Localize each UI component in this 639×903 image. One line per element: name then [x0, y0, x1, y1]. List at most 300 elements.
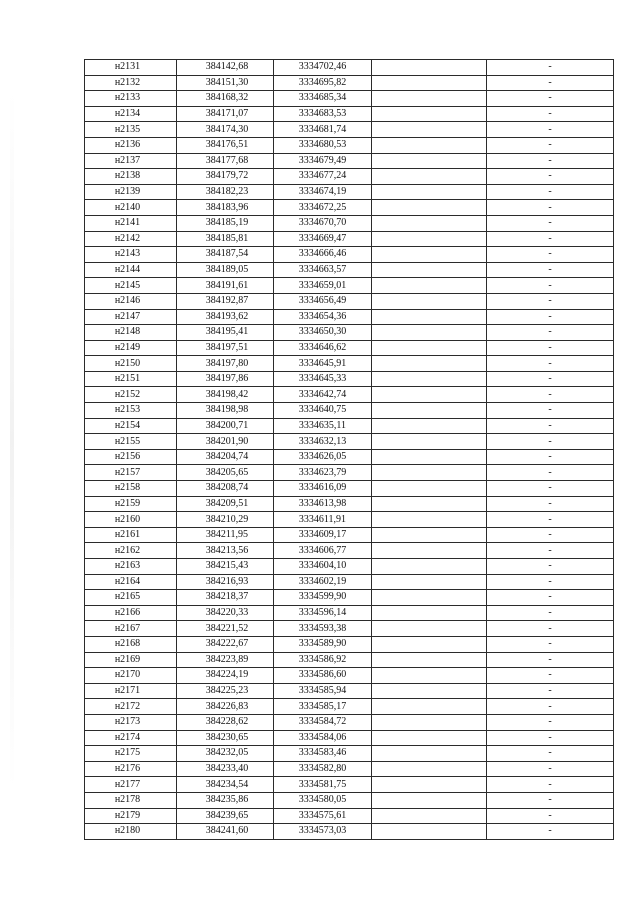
x-coordinate-cell: 384197,80	[177, 356, 274, 372]
empty-cell	[372, 153, 487, 169]
point-id-cell: н2138	[85, 169, 177, 185]
empty-cell	[372, 543, 487, 559]
y-coordinate-cell: 3334640,75	[274, 403, 372, 419]
note-cell: -	[487, 434, 614, 450]
note-cell: -	[487, 574, 614, 590]
table-row	[85, 605, 614, 621]
table-row	[85, 699, 614, 715]
empty-cell	[372, 387, 487, 403]
point-id-cell: н2160	[85, 512, 177, 528]
x-coordinate-cell: 384176,51	[177, 137, 274, 153]
table-row	[85, 746, 614, 762]
point-id-cell: н2151	[85, 371, 177, 387]
x-coordinate-cell: 384187,54	[177, 247, 274, 263]
note-cell: -	[487, 371, 614, 387]
y-coordinate-cell: 3334602,19	[274, 574, 372, 590]
x-coordinate-cell: 384171,07	[177, 106, 274, 122]
y-coordinate-cell: 3334659,01	[274, 278, 372, 294]
note-cell: -	[487, 278, 614, 294]
empty-cell	[372, 293, 487, 309]
empty-cell	[372, 325, 487, 341]
point-id-cell: н2150	[85, 356, 177, 372]
point-id-cell: н2171	[85, 683, 177, 699]
note-cell: -	[487, 730, 614, 746]
x-coordinate-cell: 384198,98	[177, 403, 274, 419]
note-cell: -	[487, 247, 614, 263]
note-cell: -	[487, 356, 614, 372]
empty-cell	[372, 683, 487, 699]
x-coordinate-cell: 384228,62	[177, 714, 274, 730]
table-row	[85, 262, 614, 278]
empty-cell	[372, 481, 487, 497]
x-coordinate-cell: 384200,71	[177, 418, 274, 434]
y-coordinate-cell: 3334670,70	[274, 215, 372, 231]
point-id-cell: н2131	[85, 60, 177, 76]
x-coordinate-cell: 384211,95	[177, 527, 274, 543]
table-row	[85, 106, 614, 122]
empty-cell	[372, 730, 487, 746]
note-cell: -	[487, 231, 614, 247]
point-id-cell: н2169	[85, 652, 177, 668]
x-coordinate-cell: 384185,19	[177, 215, 274, 231]
table-row	[85, 652, 614, 668]
y-coordinate-cell: 3334606,77	[274, 543, 372, 559]
table-row	[85, 559, 614, 575]
point-id-cell: н2140	[85, 200, 177, 216]
note-cell: -	[487, 668, 614, 684]
table-row	[85, 590, 614, 606]
table-row	[85, 824, 614, 840]
table-row	[85, 668, 614, 684]
empty-cell	[372, 122, 487, 138]
y-coordinate-cell: 3334596,14	[274, 605, 372, 621]
empty-cell	[372, 824, 487, 840]
note-cell: -	[487, 387, 614, 403]
table-row	[85, 512, 614, 528]
empty-cell	[372, 60, 487, 76]
point-id-cell: н2154	[85, 418, 177, 434]
point-id-cell: н2180	[85, 824, 177, 840]
y-coordinate-cell: 3334695,82	[274, 75, 372, 91]
y-coordinate-cell: 3334616,09	[274, 481, 372, 497]
y-coordinate-cell: 3334646,62	[274, 340, 372, 356]
point-id-cell: н2161	[85, 527, 177, 543]
x-coordinate-cell: 384230,65	[177, 730, 274, 746]
x-coordinate-cell: 384220,33	[177, 605, 274, 621]
note-cell: -	[487, 683, 614, 699]
empty-cell	[372, 137, 487, 153]
note-cell: -	[487, 621, 614, 637]
table-row	[85, 434, 614, 450]
point-id-cell: н2156	[85, 449, 177, 465]
note-cell: -	[487, 590, 614, 606]
empty-cell	[372, 403, 487, 419]
note-cell: -	[487, 808, 614, 824]
empty-cell	[372, 215, 487, 231]
x-coordinate-cell: 384191,61	[177, 278, 274, 294]
table-row	[85, 387, 614, 403]
point-id-cell: н2173	[85, 714, 177, 730]
y-coordinate-cell: 3334599,90	[274, 590, 372, 606]
note-cell: -	[487, 215, 614, 231]
note-cell: -	[487, 465, 614, 481]
y-coordinate-cell: 3334626,05	[274, 449, 372, 465]
x-coordinate-cell: 384222,67	[177, 636, 274, 652]
empty-cell	[372, 309, 487, 325]
x-coordinate-cell: 384204,74	[177, 449, 274, 465]
note-cell: -	[487, 200, 614, 216]
table-row	[85, 714, 614, 730]
point-id-cell: н2176	[85, 761, 177, 777]
x-coordinate-cell: 384201,90	[177, 434, 274, 450]
point-id-cell: н2165	[85, 590, 177, 606]
y-coordinate-cell: 3334583,46	[274, 746, 372, 762]
point-id-cell: н2135	[85, 122, 177, 138]
table-row	[85, 371, 614, 387]
empty-cell	[372, 496, 487, 512]
empty-cell	[372, 808, 487, 824]
x-coordinate-cell: 384216,93	[177, 574, 274, 590]
y-coordinate-cell: 3334645,33	[274, 371, 372, 387]
table-row	[85, 683, 614, 699]
point-id-cell: н2142	[85, 231, 177, 247]
point-id-cell: н2166	[85, 605, 177, 621]
point-id-cell: н2134	[85, 106, 177, 122]
note-cell: -	[487, 340, 614, 356]
table-row	[85, 808, 614, 824]
y-coordinate-cell: 3334635,11	[274, 418, 372, 434]
scan-margin-shading	[10, 90, 14, 790]
y-coordinate-cell: 3334584,72	[274, 714, 372, 730]
y-coordinate-cell: 3334672,25	[274, 200, 372, 216]
x-coordinate-cell: 384205,65	[177, 465, 274, 481]
y-coordinate-cell: 3334650,30	[274, 325, 372, 341]
x-coordinate-cell: 384189,05	[177, 262, 274, 278]
table-row	[85, 636, 614, 652]
empty-cell	[372, 559, 487, 575]
empty-cell	[372, 91, 487, 107]
point-id-cell: н2144	[85, 262, 177, 278]
empty-cell	[372, 434, 487, 450]
x-coordinate-cell: 384197,51	[177, 340, 274, 356]
y-coordinate-cell: 3334584,06	[274, 730, 372, 746]
x-coordinate-cell: 384232,05	[177, 746, 274, 762]
note-cell: -	[487, 153, 614, 169]
y-coordinate-cell: 3334573,03	[274, 824, 372, 840]
empty-cell	[372, 449, 487, 465]
table-row	[85, 184, 614, 200]
y-coordinate-cell: 3334702,46	[274, 60, 372, 76]
empty-cell	[372, 247, 487, 263]
x-coordinate-cell: 384142,68	[177, 60, 274, 76]
x-coordinate-cell: 384183,96	[177, 200, 274, 216]
note-cell: -	[487, 418, 614, 434]
table-row	[85, 215, 614, 231]
x-coordinate-cell: 384151,30	[177, 75, 274, 91]
point-id-cell: н2157	[85, 465, 177, 481]
table-row	[85, 153, 614, 169]
empty-cell	[372, 621, 487, 637]
y-coordinate-cell: 3334663,57	[274, 262, 372, 278]
x-coordinate-cell: 384235,86	[177, 792, 274, 808]
table-row	[85, 449, 614, 465]
point-id-cell: н2168	[85, 636, 177, 652]
note-cell: -	[487, 403, 614, 419]
x-coordinate-cell: 384223,89	[177, 652, 274, 668]
x-coordinate-cell: 384226,83	[177, 699, 274, 715]
y-coordinate-cell: 3334609,17	[274, 527, 372, 543]
empty-cell	[372, 200, 487, 216]
note-cell: -	[487, 184, 614, 200]
table-row	[85, 293, 614, 309]
point-id-cell: н2159	[85, 496, 177, 512]
empty-cell	[372, 699, 487, 715]
x-coordinate-cell: 384177,68	[177, 153, 274, 169]
note-cell: -	[487, 777, 614, 793]
y-coordinate-cell: 3334604,10	[274, 559, 372, 575]
table-row	[85, 231, 614, 247]
empty-cell	[372, 356, 487, 372]
x-coordinate-cell: 384215,43	[177, 559, 274, 575]
empty-cell	[372, 761, 487, 777]
y-coordinate-cell: 3334589,90	[274, 636, 372, 652]
y-coordinate-cell: 3334582,80	[274, 761, 372, 777]
y-coordinate-cell: 3334586,92	[274, 652, 372, 668]
note-cell: -	[487, 605, 614, 621]
note-cell: -	[487, 636, 614, 652]
x-coordinate-cell: 384221,52	[177, 621, 274, 637]
y-coordinate-cell: 3334581,75	[274, 777, 372, 793]
x-coordinate-cell: 384241,60	[177, 824, 274, 840]
x-coordinate-cell: 384182,23	[177, 184, 274, 200]
note-cell: -	[487, 699, 614, 715]
empty-cell	[372, 340, 487, 356]
point-id-cell: н2149	[85, 340, 177, 356]
x-coordinate-cell: 384224,19	[177, 668, 274, 684]
y-coordinate-cell: 3334679,49	[274, 153, 372, 169]
y-coordinate-cell: 3334685,34	[274, 91, 372, 107]
y-coordinate-cell: 3334585,17	[274, 699, 372, 715]
empty-cell	[372, 590, 487, 606]
point-id-cell: н2178	[85, 792, 177, 808]
table-row	[85, 761, 614, 777]
note-cell: -	[487, 137, 614, 153]
x-coordinate-cell: 384179,72	[177, 169, 274, 185]
note-cell: -	[487, 91, 614, 107]
point-id-cell: н2172	[85, 699, 177, 715]
point-id-cell: н2174	[85, 730, 177, 746]
point-id-cell: н2132	[85, 75, 177, 91]
note-cell: -	[487, 75, 614, 91]
note-cell: -	[487, 293, 614, 309]
note-cell: -	[487, 543, 614, 559]
note-cell: -	[487, 527, 614, 543]
table-row	[85, 91, 614, 107]
point-id-cell: н2153	[85, 403, 177, 419]
table-row	[85, 340, 614, 356]
y-coordinate-cell: 3334632,13	[274, 434, 372, 450]
y-coordinate-cell: 3334680,53	[274, 137, 372, 153]
point-id-cell: н2146	[85, 293, 177, 309]
y-coordinate-cell: 3334645,91	[274, 356, 372, 372]
y-coordinate-cell: 3334683,53	[274, 106, 372, 122]
table-row	[85, 496, 614, 512]
x-coordinate-cell: 384198,42	[177, 387, 274, 403]
y-coordinate-cell: 3334666,46	[274, 247, 372, 263]
empty-cell	[372, 371, 487, 387]
table-row	[85, 527, 614, 543]
point-id-cell: н2158	[85, 481, 177, 497]
table-row	[85, 356, 614, 372]
point-id-cell: н2137	[85, 153, 177, 169]
empty-cell	[372, 777, 487, 793]
empty-cell	[372, 746, 487, 762]
y-coordinate-cell: 3334593,38	[274, 621, 372, 637]
y-coordinate-cell: 3334642,74	[274, 387, 372, 403]
table-row	[85, 247, 614, 263]
note-cell: -	[487, 449, 614, 465]
point-id-cell: н2164	[85, 574, 177, 590]
point-id-cell: н2147	[85, 309, 177, 325]
x-coordinate-cell: 384210,29	[177, 512, 274, 528]
empty-cell	[372, 418, 487, 434]
point-id-cell: н2162	[85, 543, 177, 559]
table-row	[85, 122, 614, 138]
point-id-cell: н2148	[85, 325, 177, 341]
y-coordinate-cell: 3334656,49	[274, 293, 372, 309]
coordinates-table	[84, 59, 614, 840]
empty-cell	[372, 465, 487, 481]
x-coordinate-cell: 384233,40	[177, 761, 274, 777]
table-row	[85, 792, 614, 808]
x-coordinate-cell: 384209,51	[177, 496, 274, 512]
note-cell: -	[487, 106, 614, 122]
table-row	[85, 574, 614, 590]
y-coordinate-cell: 3334586,60	[274, 668, 372, 684]
empty-cell	[372, 652, 487, 668]
point-id-cell: н2152	[85, 387, 177, 403]
table-row	[85, 543, 614, 559]
empty-cell	[372, 636, 487, 652]
table-row	[85, 309, 614, 325]
note-cell: -	[487, 496, 614, 512]
table-row	[85, 730, 614, 746]
note-cell: -	[487, 512, 614, 528]
x-coordinate-cell: 384218,37	[177, 590, 274, 606]
point-id-cell: н2167	[85, 621, 177, 637]
x-coordinate-cell: 384185,81	[177, 231, 274, 247]
note-cell: -	[487, 746, 614, 762]
table-row	[85, 465, 614, 481]
point-id-cell: н2177	[85, 777, 177, 793]
empty-cell	[372, 714, 487, 730]
point-id-cell: н2139	[85, 184, 177, 200]
x-coordinate-cell: 384197,86	[177, 371, 274, 387]
x-coordinate-cell: 384168,32	[177, 91, 274, 107]
note-cell: -	[487, 481, 614, 497]
y-coordinate-cell: 3334677,24	[274, 169, 372, 185]
empty-cell	[372, 184, 487, 200]
x-coordinate-cell: 384174,30	[177, 122, 274, 138]
table-row	[85, 325, 614, 341]
point-id-cell: н2141	[85, 215, 177, 231]
note-cell: -	[487, 652, 614, 668]
table-row	[85, 75, 614, 91]
x-coordinate-cell: 384225,23	[177, 683, 274, 699]
y-coordinate-cell: 3334623,79	[274, 465, 372, 481]
empty-cell	[372, 169, 487, 185]
x-coordinate-cell: 384234,54	[177, 777, 274, 793]
x-coordinate-cell: 384195,41	[177, 325, 274, 341]
point-id-cell: н2170	[85, 668, 177, 684]
x-coordinate-cell: 384192,87	[177, 293, 274, 309]
note-cell: -	[487, 60, 614, 76]
empty-cell	[372, 106, 487, 122]
point-id-cell: н2133	[85, 91, 177, 107]
empty-cell	[372, 75, 487, 91]
note-cell: -	[487, 309, 614, 325]
x-coordinate-cell: 384239,65	[177, 808, 274, 824]
table-row	[85, 418, 614, 434]
table-row	[85, 60, 614, 76]
point-id-cell: н2145	[85, 278, 177, 294]
empty-cell	[372, 792, 487, 808]
note-cell: -	[487, 714, 614, 730]
table-row	[85, 278, 614, 294]
point-id-cell: н2143	[85, 247, 177, 263]
note-cell: -	[487, 559, 614, 575]
y-coordinate-cell: 3334669,47	[274, 231, 372, 247]
empty-cell	[372, 512, 487, 528]
empty-cell	[372, 574, 487, 590]
y-coordinate-cell: 3334585,94	[274, 683, 372, 699]
table-row	[85, 777, 614, 793]
point-id-cell: н2136	[85, 137, 177, 153]
y-coordinate-cell: 3334580,05	[274, 792, 372, 808]
note-cell: -	[487, 761, 614, 777]
x-coordinate-cell: 384213,56	[177, 543, 274, 559]
table-row	[85, 481, 614, 497]
table-row	[85, 621, 614, 637]
point-id-cell: н2175	[85, 746, 177, 762]
table-row	[85, 137, 614, 153]
y-coordinate-cell: 3334575,61	[274, 808, 372, 824]
point-id-cell: н2155	[85, 434, 177, 450]
empty-cell	[372, 262, 487, 278]
point-id-cell: н2179	[85, 808, 177, 824]
y-coordinate-cell: 3334613,98	[274, 496, 372, 512]
x-coordinate-cell: 384193,62	[177, 309, 274, 325]
point-id-cell: н2163	[85, 559, 177, 575]
table-row	[85, 403, 614, 419]
table-row	[85, 169, 614, 185]
empty-cell	[372, 605, 487, 621]
note-cell: -	[487, 262, 614, 278]
y-coordinate-cell: 3334681,74	[274, 122, 372, 138]
y-coordinate-cell: 3334611,91	[274, 512, 372, 528]
empty-cell	[372, 231, 487, 247]
note-cell: -	[487, 325, 614, 341]
note-cell: -	[487, 824, 614, 840]
note-cell: -	[487, 122, 614, 138]
empty-cell	[372, 278, 487, 294]
note-cell: -	[487, 792, 614, 808]
empty-cell	[372, 668, 487, 684]
x-coordinate-cell: 384208,74	[177, 481, 274, 497]
coordinates-table-body	[85, 60, 614, 840]
note-cell: -	[487, 169, 614, 185]
table-row	[85, 200, 614, 216]
